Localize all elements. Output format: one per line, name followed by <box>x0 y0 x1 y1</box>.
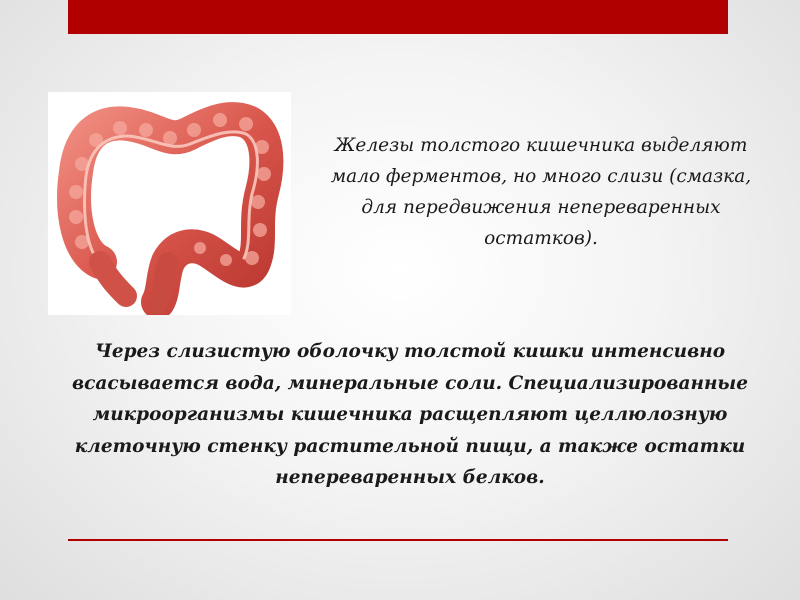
large-intestine-icon <box>48 92 291 315</box>
absorption-description-text: Через слизистую оболочку толстой кишки интенсивно всасывается вода, минеральные соли. Специализированные микроорганизмы кишечника расщепляют целлюлозную клеточную стенку растительной пищи, а также остатки непереваренных белков. <box>71 341 749 488</box>
bottom-accent-line <box>68 539 728 541</box>
top-accent-bar <box>68 0 728 34</box>
glands-description-text: Железы толстого кишечника выделяют мало ферментов, но много слизи (смазка, для передвижения непереваренных остатков). <box>330 135 752 249</box>
large-intestine-image <box>48 92 291 315</box>
